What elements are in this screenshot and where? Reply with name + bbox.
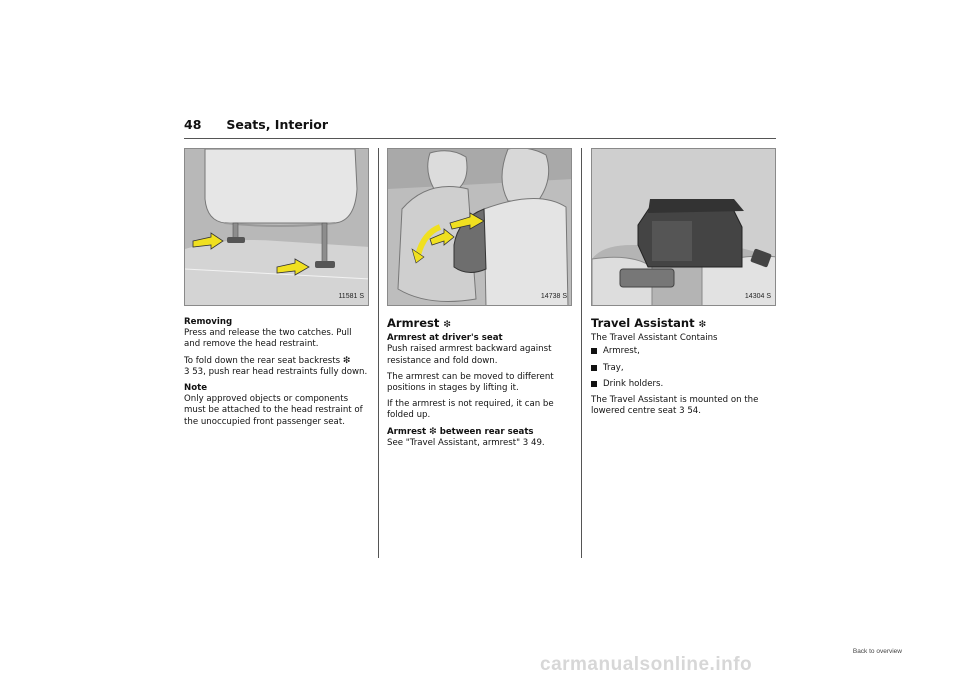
option-star-icon: ❇: [443, 320, 451, 330]
list-item: [591, 346, 776, 357]
option-star-icon: ❇: [429, 426, 437, 437]
page-ref-icon: 3: [184, 366, 190, 377]
page-number: 48: [184, 117, 202, 132]
column-divider-2: [581, 148, 582, 558]
driver-armrest-text: Push raised armrest backward against resistance and fold down.: [387, 344, 552, 366]
armrest-title: [387, 318, 572, 331]
header-rule: [184, 138, 776, 139]
column-divider-1: [378, 148, 379, 558]
travel-assistant-title-text: Travel Assistant: [591, 316, 695, 330]
removing-heading: Removing: [184, 317, 233, 327]
list-item-text: Tray,: [603, 362, 624, 373]
bullet-square-icon: [591, 348, 597, 354]
fold-text: To fold down the rear seat backrests: [184, 355, 341, 366]
rear-armrest-heading: Armrest: [387, 426, 427, 437]
stages-text: The armrest can be moved to different positions in stages by lifting it.: [387, 371, 554, 394]
figure-code: 14304 S: [744, 292, 771, 300]
travel-assistant-illustration: [591, 148, 776, 306]
note-text: Only approved objects or components must be attached to the head restraint of the unoccupied front passenger seat.: [184, 394, 363, 427]
page-ref-icon: 3: [679, 406, 685, 417]
watermark: carmanualsonline.info: [540, 654, 753, 675]
figure-code: 11581 S: [338, 292, 364, 300]
armrest-illustration: [387, 148, 572, 306]
travel-assistant-title: [591, 318, 776, 331]
list-item-text: Armrest,: [603, 346, 640, 357]
bullet-square-icon: [591, 381, 597, 387]
page-header: [184, 117, 328, 132]
column-head-restraint: [184, 148, 369, 433]
section-title: Seats, Interior: [226, 117, 328, 132]
page-ref-icon: 3: [522, 437, 529, 448]
see-reference-text: See "Travel Assistant, armrest": [387, 437, 521, 448]
fold-text-ref: 53, push rear head restraints fully down.: [192, 366, 368, 377]
contains-text: The Travel Assistant Contains: [591, 333, 718, 344]
not-required-text: If the armrest is not required, it can be folded up.: [387, 399, 554, 421]
mounted-text: The Travel Assistant is mounted on the lowered centre seat: [591, 395, 759, 417]
armrest-title-text: Armrest: [387, 316, 440, 330]
back-to-overview-link[interactable]: Back to overview: [852, 648, 902, 655]
option-star-icon: ❇: [342, 355, 351, 366]
option-star-icon: ❇: [698, 320, 707, 330]
column-travel-assistant: [591, 148, 776, 417]
removing-text: Press and release the two catches. Pull and remove the head restraint.: [184, 328, 352, 350]
mounted-page: 54.: [687, 406, 701, 417]
bullet-square-icon: [591, 365, 597, 371]
figure-code: 14738 S: [540, 292, 567, 300]
head-restraint-illustration: [184, 148, 369, 306]
driver-armrest-heading: Armrest at driver's seat: [387, 333, 503, 344]
rear-armrest-heading-cont: between rear seats: [439, 426, 534, 437]
list-item-text: Drink holders.: [603, 378, 664, 389]
list-item: [591, 363, 776, 374]
note-heading: Note: [184, 383, 208, 394]
column-armrest: [387, 148, 572, 454]
list-item: [591, 379, 776, 390]
see-reference-page: 49.: [531, 437, 545, 448]
